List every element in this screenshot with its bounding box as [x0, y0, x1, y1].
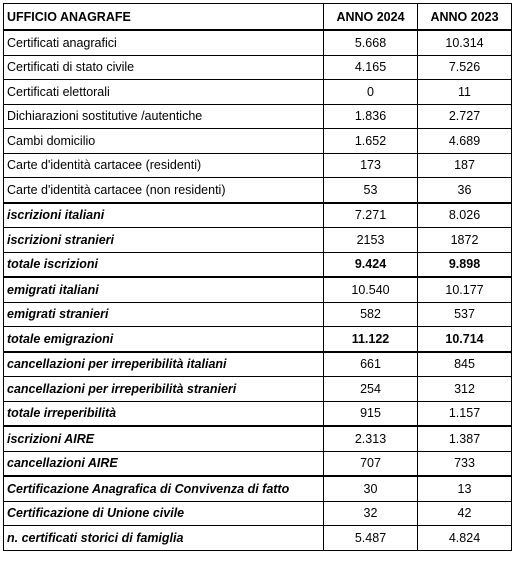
table-row — [4, 277, 512, 302]
value-2024: 10.540 — [324, 277, 418, 302]
table-row — [4, 526, 512, 551]
row-label: iscrizioni italiani — [4, 203, 324, 228]
table-row — [4, 476, 512, 501]
table-row — [4, 302, 512, 327]
value-2023: 36 — [418, 178, 512, 203]
value-2024: 1.652 — [324, 129, 418, 154]
value-2024: 173 — [324, 153, 418, 178]
table-row — [4, 501, 512, 526]
table-row — [4, 203, 512, 228]
value-2024: 32 — [324, 501, 418, 526]
table-row — [4, 129, 512, 154]
value-2024: 5.668 — [324, 30, 418, 55]
row-label: cancellazioni per irreperibilità italiani — [4, 352, 324, 377]
value-2023: 4.824 — [418, 526, 512, 551]
value-2023: 10.177 — [418, 277, 512, 302]
value-2023: 13 — [418, 476, 512, 501]
value-2024: 9.424 — [324, 252, 418, 277]
value-2023: 312 — [418, 377, 512, 402]
value-2023: 2.727 — [418, 104, 512, 129]
value-2023: 8.026 — [418, 203, 512, 228]
table-row — [4, 377, 512, 402]
table-row — [4, 178, 512, 203]
table-row — [4, 451, 512, 476]
value-2023: 10.314 — [418, 30, 512, 55]
row-label: totale iscrizioni — [4, 252, 324, 277]
value-2024: 53 — [324, 178, 418, 203]
value-2024: 1.836 — [324, 104, 418, 129]
value-2024: 661 — [324, 352, 418, 377]
table-row — [4, 104, 512, 129]
header-year-2024: ANNO 2024 — [324, 4, 418, 31]
table-row — [4, 153, 512, 178]
table-row — [4, 55, 512, 80]
row-label: Certificati di stato civile — [4, 55, 324, 80]
row-label: totale irreperibilità — [4, 401, 324, 426]
row-label: Certificati elettorali — [4, 80, 324, 105]
row-label: emigrati italiani — [4, 277, 324, 302]
table-body — [4, 30, 512, 550]
header-office: UFFICIO ANAGRAFE — [4, 4, 324, 31]
value-2023: 845 — [418, 352, 512, 377]
value-2023: 4.689 — [418, 129, 512, 154]
value-2024: 0 — [324, 80, 418, 105]
value-2024: 7.271 — [324, 203, 418, 228]
table-row — [4, 252, 512, 277]
value-2024: 582 — [324, 302, 418, 327]
row-label: iscrizioni stranieri — [4, 228, 324, 253]
header-year-2023: ANNO 2023 — [418, 4, 512, 31]
table-row — [4, 426, 512, 451]
value-2023: 537 — [418, 302, 512, 327]
row-label: Dichiarazioni sostitutive /autentiche — [4, 104, 324, 129]
row-label: cancellazioni per irreperibilità stranieri — [4, 377, 324, 402]
value-2023: 11 — [418, 80, 512, 105]
row-label: emigrati stranieri — [4, 302, 324, 327]
value-2024: 2.313 — [324, 426, 418, 451]
table-row — [4, 228, 512, 253]
table-row — [4, 401, 512, 426]
table-row — [4, 327, 512, 352]
table-row — [4, 30, 512, 55]
value-2023: 10.714 — [418, 327, 512, 352]
value-2023: 1872 — [418, 228, 512, 253]
value-2023: 42 — [418, 501, 512, 526]
value-2023: 187 — [418, 153, 512, 178]
row-label: Carte d'identità cartacee (non residenti) — [4, 178, 324, 203]
value-2024: 30 — [324, 476, 418, 501]
value-2024: 4.165 — [324, 55, 418, 80]
value-2023: 733 — [418, 451, 512, 476]
value-2024: 915 — [324, 401, 418, 426]
row-label: iscrizioni AIRE — [4, 426, 324, 451]
value-2023: 9.898 — [418, 252, 512, 277]
registry-table-container — [3, 3, 512, 551]
value-2024: 707 — [324, 451, 418, 476]
table-header-row — [4, 4, 512, 31]
row-label: cancellazioni AIRE — [4, 451, 324, 476]
row-label: totale emigrazioni — [4, 327, 324, 352]
value-2023: 1.157 — [418, 401, 512, 426]
registry-statistics-table — [3, 3, 512, 551]
row-label: Cambi domicilio — [4, 129, 324, 154]
value-2024: 11.122 — [324, 327, 418, 352]
row-label: Certificazione di Unione civile — [4, 501, 324, 526]
row-label: Certificati anagrafici — [4, 30, 324, 55]
table-row — [4, 80, 512, 105]
table-row — [4, 352, 512, 377]
row-label: Carte d'identità cartacee (residenti) — [4, 153, 324, 178]
value-2023: 1.387 — [418, 426, 512, 451]
value-2023: 7.526 — [418, 55, 512, 80]
row-label: Certificazione Anagrafica di Convivenza di fatto — [4, 476, 324, 501]
value-2024: 254 — [324, 377, 418, 402]
value-2024: 5.487 — [324, 526, 418, 551]
row-label: n. certificati storici di famiglia — [4, 526, 324, 551]
value-2024: 2153 — [324, 228, 418, 253]
